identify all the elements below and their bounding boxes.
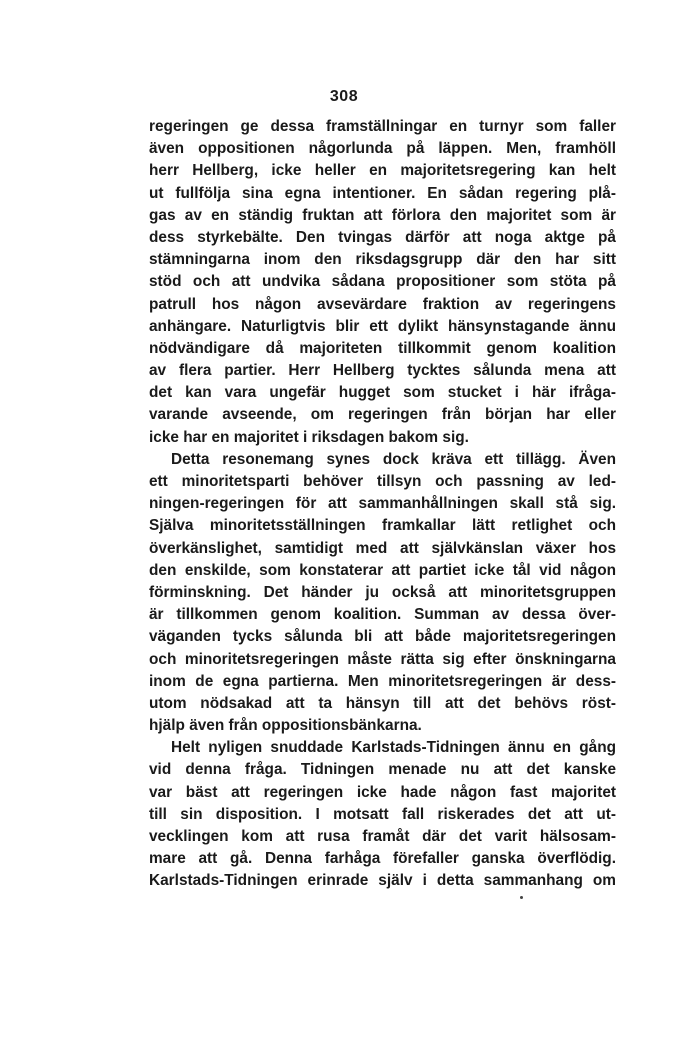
stray-ink-mark xyxy=(520,896,523,899)
text-line: patrull hos någon avsevärdare fraktion av regeringens xyxy=(149,295,616,313)
text-line: Helt nyligen snuddade Karlstads-Tidningen ännu en gång xyxy=(171,739,616,757)
text-line: den enskilde, som konstaterar att partiet icke tål vid någon xyxy=(149,561,616,579)
text-line: icke har en majoritet i riksdagen bakom sig. xyxy=(149,428,469,446)
text-line: Karlstads-Tidningen erinrade själv i detta sammanhang om xyxy=(149,872,616,890)
text-line: förminskning. Det händer ju också att minoritetsgruppen xyxy=(149,583,616,601)
text-line: utom nödsakad att ta hänsyn till att det behövs röst- xyxy=(149,694,616,712)
text-line: väganden tycks sålunda bli att både majoritetsregeringen xyxy=(149,628,616,646)
text-line: stöd och att undvika sådana propositioner som stöta på xyxy=(149,273,616,291)
text-line: hjälp även från oppositionsbänkarna. xyxy=(149,717,422,735)
text-line: stämningarna inom den riksdagsgrupp där den har sitt xyxy=(149,251,616,269)
page-number: 308 xyxy=(329,88,359,105)
text-line: det kan vara ungefär hugget som stucket i här ifråga- xyxy=(149,384,616,402)
text-line: av flera partier. Herr Hellberg tycktes sålunda mena att xyxy=(149,362,616,380)
text-line: överkänslighet, samtidigt med att självkänslan växer hos xyxy=(149,539,616,557)
text-line: och minoritetsregeringen måste rätta sig efter önskningarna xyxy=(149,650,616,668)
text-line: vecklingen kom att rusa framåt där det varit hälsosam- xyxy=(149,828,616,845)
text-line: Detta resonemang synes dock kräva ett tillägg. Även xyxy=(171,450,616,468)
text-line: gas av en ständig fruktan att förlora den majoritet som är xyxy=(149,206,616,224)
text-line: ut fullfölja sina egna intentioner. En sådan regering plå- xyxy=(149,184,616,202)
text-line: Själva minoritetsställningen framkallar lätt retlighet och xyxy=(149,517,616,535)
text-line: är tillkommen genom koalition. Summan av dessa över- xyxy=(149,606,616,624)
text-line: mare att gå. Denna farhåga förefaller ganska överflödig. xyxy=(149,850,616,868)
text-line: ningen-regeringen för att sammanhållningen skall stå sig. xyxy=(149,495,616,513)
text-line: varande avseende, om regeringen från början har eller xyxy=(149,406,616,424)
text-line: herr Hellberg, icke heller en majoritetsregering kan helt xyxy=(149,162,616,180)
text-line: ett minoritetsparti behöver tillsyn och passning av led- xyxy=(149,473,616,490)
text-line: anhängare. Naturligtvis blir ett dylikt hänsynstagande ännu xyxy=(149,317,616,335)
body-text xyxy=(149,116,616,893)
text-line: inom de egna partierna. Men minoritetsregeringen är dess- xyxy=(149,672,616,690)
text-line: vid denna fråga. Tidningen menade nu att det kanske xyxy=(149,761,616,779)
text-line: nödvändigare då majoriteten tillkommit genom koalition xyxy=(149,339,616,357)
text-line: även oppositionen någorlunda på läppen. Men, framhöll xyxy=(149,140,616,158)
text-line: regeringen ge dessa framställningar en turnyr som faller xyxy=(149,118,616,135)
text-line: till sin disposition. I motsatt fall riskerades det att ut- xyxy=(149,805,616,823)
text-line: dess styrkebälte. Den tvingas därför att noga aktge på xyxy=(149,228,616,246)
text-line: var bäst att regeringen icke hade någon fast majoritet xyxy=(149,783,616,801)
